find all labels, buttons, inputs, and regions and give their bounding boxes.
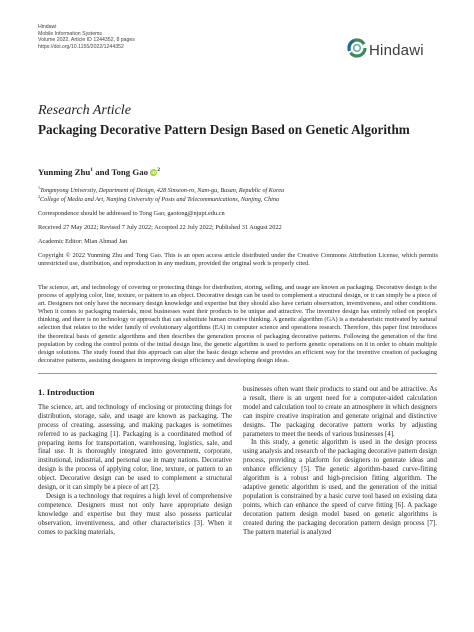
divider xyxy=(38,373,437,374)
journal-meta xyxy=(38,24,278,50)
volume-line: Volume 2022, Article ID 1244352, 8 pages xyxy=(38,37,135,44)
body-column-left xyxy=(38,388,232,538)
affiliation-marker: 1 xyxy=(38,185,40,190)
affiliation-text: Tongmyong University, Department of Design, 428 Sinseon-ro, Nam-gu, Busan, Republic of Korea xyxy=(40,187,285,195)
paragraph: In this study, a genetic algorithm is used in the design process using analysis and research of the packaging decorative pattern design process, providing a platform for designers to generate ideas and enhance efficiency [5]. The genetic algorithm-based curve-fitting algorithm is a robust and high-precision fitting algorithm. The adaptive genetic algorithm is used, and the generation of the initial population is constrained by a basic curve tool based on existing data points, which can enhance the speed of curve fitting [6]. A package decoration pattern design model based on genetic algorithms is created during the packaging decoration pattern design process [7]. The pattern material is analyzed xyxy=(243,439,437,536)
journal-name: Mobile Information Systems xyxy=(38,30,103,37)
hindawi-logo xyxy=(347,38,439,64)
paragraph: businesses often want their products to stand out and be attractive. As a result, there is an urgent need for a computer-aided calculation model and calculation tool to create an atmosphere in which designers can inspire creative inspiration and generate original and distinctive designs. The packaging decorative pattern works by adjusting parameters to meet the needs of various businesses [4]. xyxy=(243,386,437,438)
affiliation-2 xyxy=(38,193,458,204)
abstract: The science, art, and technology of covering or protecting things for distribution, storing, selling, and usage are known as packaging. Decorative design is the process of applying color, line, texture, or pattern to an object. Decorative design can be used to complement a structural design, or it can simply be a piece of art. Designers not only have the necessary design knowledge and expertise but they should also have certain observation, inventiveness, and other conditions. When it comes to packaging materials, most businesses want their products to be unique and attractive. The inventive design has entirely relied on people's thinking, and there is no technology or approach that can substitute human creative thinking. A genetic algorithm (GA) is a metaheuristic motivated by natural selection that relates to the wider family of evolutionary algorithms (EA) in computer science and operations research. Therefore, this paper first introduces the theoretical basis of genetic algorithms and then describes the generation process of packaging decorative patterns. Following the generation of the first population by coding the control points of the initial design line, the genetic algorithm is used to perform genetic operations on it in order to obtain multiple design solutions. The study found that this approach can alter the basic design scheme and provides an efficient way for the inventive creation of packaging decorative patterns, assisting designers in improving design efficiency and developing design ideas. xyxy=(38,284,437,364)
article-title: Packaging Decorative Pattern Design Based on Genetic Algorithm xyxy=(38,122,410,137)
affiliation-text: College of Media and Art, Nanjing University of Posts and Telecommunications, Nanjing, China xyxy=(40,196,280,204)
author-name[interactable]: Tong Gao xyxy=(111,167,149,177)
affiliation-marker: 2 xyxy=(38,194,40,199)
body-column-right xyxy=(243,386,437,537)
paragraph: The science, art, and technology of enclosing or protecting things for distribution, storage, sale, and usage are known as packaging. The process of creating, assessing, and making packages is sometimes referred to as packaging [1]. Packaging is a coordinated method of preparing items for transportation, warehousing, logistics, sale, and final use. It is thoroughly integrated into government, corporate, institutional, industrial, and personal use in many nations. Decorative design is the process of applying color, line, texture, or pattern to an object. Decorative design can be used to complement a structural design, or it can simply be a piece of art [2]. xyxy=(38,403,232,492)
orcid-icon[interactable]: iD xyxy=(151,170,156,175)
author-line xyxy=(38,167,160,177)
author-affiliation-marker: 2 xyxy=(157,167,160,174)
author-separator: and xyxy=(93,167,112,177)
article-type: Research Article xyxy=(38,103,131,118)
correspondence: Correspondence should be addressed to Tong Gao; gaotong@njupt.edu.cn xyxy=(38,210,225,217)
publication-dates: Received 27 May 2022; Revised 7 July 2022; Accepted 22 July 2022; Published 31 August 2022 xyxy=(38,224,282,231)
author-affiliation-marker: 1 xyxy=(90,167,93,174)
author-name[interactable]: Yunming Zhu xyxy=(38,167,91,177)
hindawi-logo-icon xyxy=(347,38,367,58)
section-heading: 1. Introduction xyxy=(38,387,95,397)
paragraph: Design is a technology that requires a high level of comprehensive competence. Designers must not only have appropriate design knowledge and expertise but they must also possess particular observation, inventiveness, and other characteristics [3]. When it comes to packing materials, xyxy=(38,492,232,536)
academic-editor: Academic Editor: Mian Ahmad Jan xyxy=(38,238,128,245)
doi-link[interactable]: https://doi.org/10.1155/2022/1244352 xyxy=(38,43,124,50)
logo-text: Hindawi xyxy=(369,42,424,59)
copyright-notice: Copyright © 2022 Yunming Zhu and Tong Gao. This is an open access article distributed under the Creative Commons Attribution License, which permits unrestricted use, distribution, and reproduction in any medium, provided the original work is properly cited. xyxy=(38,252,438,268)
publisher-name: Hindawi xyxy=(38,24,57,30)
